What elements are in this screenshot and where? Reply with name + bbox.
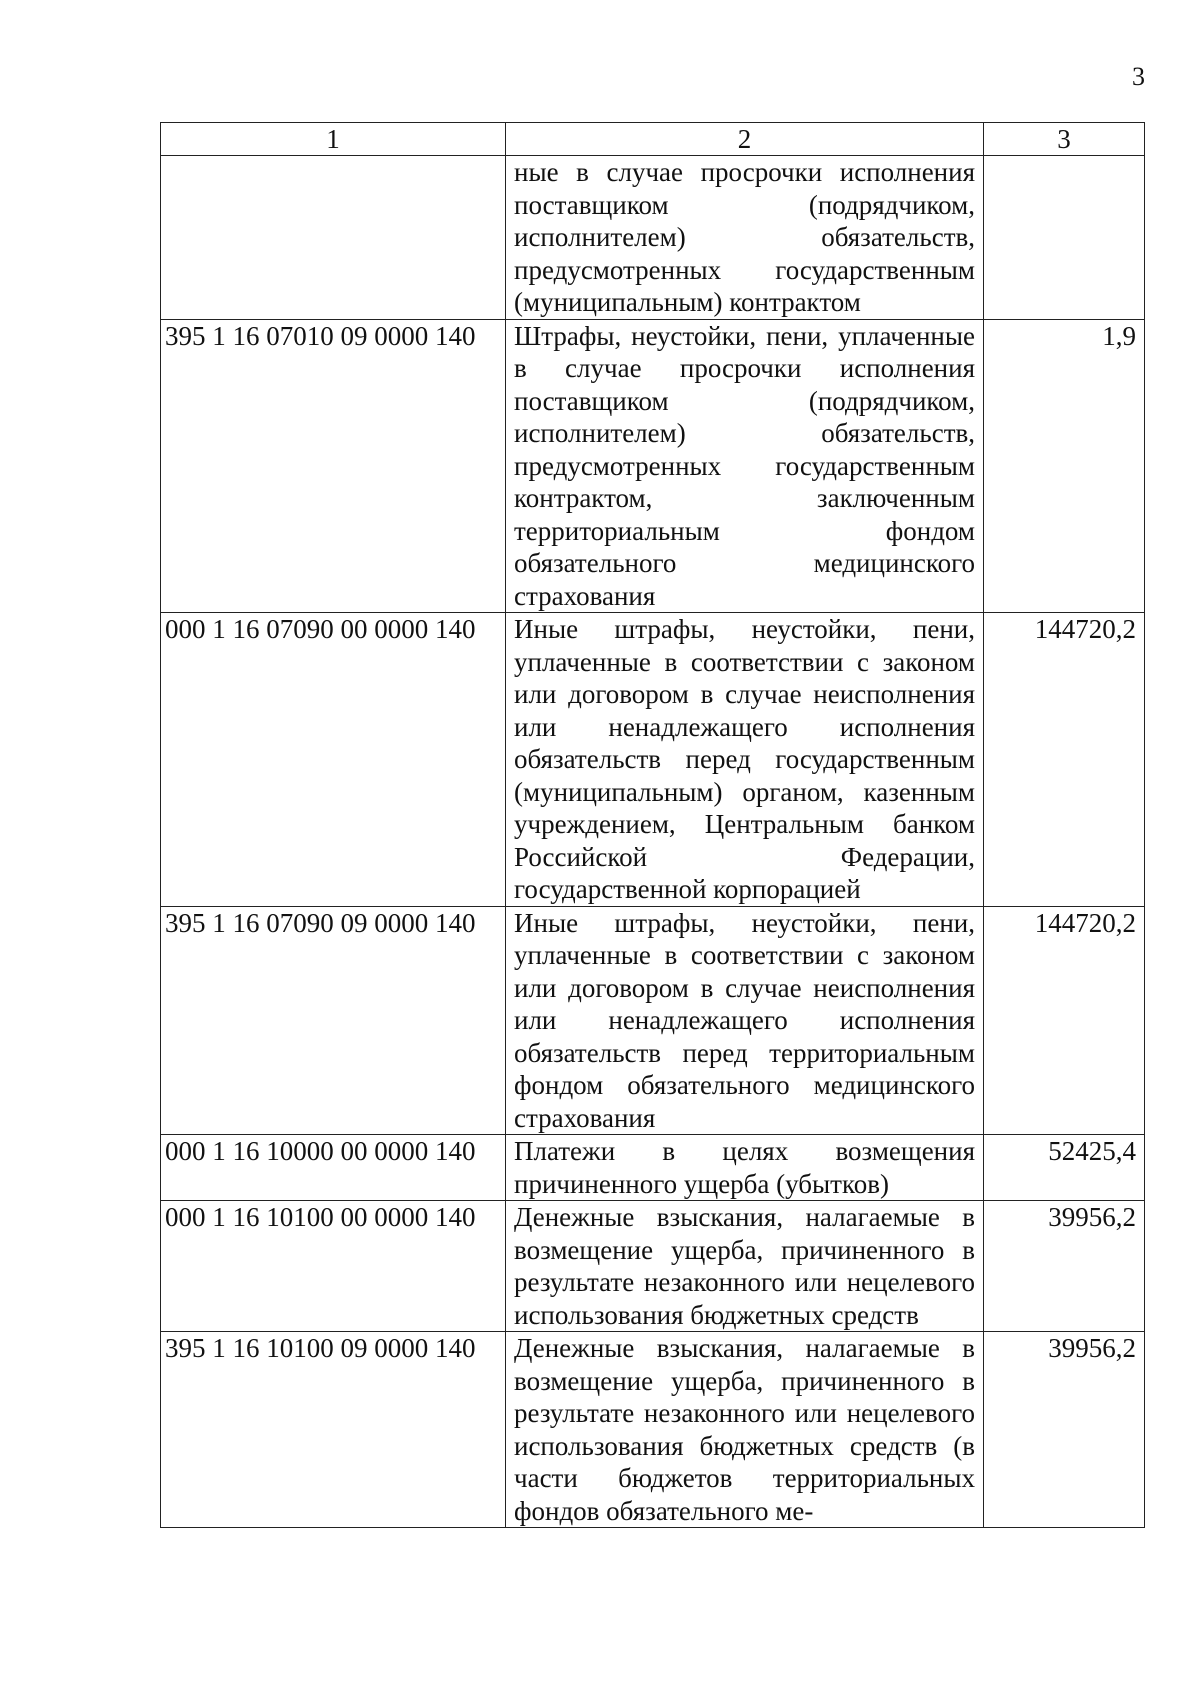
- row-amount: 39956,2: [984, 1332, 1145, 1528]
- row-code: 000 1 16 07090 00 0000 140: [161, 613, 506, 907]
- row-code: 395 1 16 07090 09 0000 140: [161, 906, 506, 1135]
- column-header-code: 1: [161, 123, 506, 156]
- row-amount: 144720,2: [984, 613, 1145, 907]
- row-description: Денежные взыскания, налагаемые в возмещение ущерба, причиненного в результате незаконного или нецелевого использования бюджетных средств: [506, 1201, 984, 1332]
- row-code: 000 1 16 10000 00 0000 140: [161, 1135, 506, 1201]
- row-description: Штрафы, неустойки, пени, уплаченные в случае просрочки исполнения поставщиком (подрядчиком, исполнителем) обязательств, предусмотренных государственным контрактом, заключенным территориальным фондом обязательного медицинского страхования: [506, 319, 984, 613]
- row-description: Платежи в целях возмещения причиненного ущерба (убытков): [506, 1135, 984, 1201]
- column-header-description: 2: [506, 123, 984, 156]
- row-amount: 52425,4: [984, 1135, 1145, 1201]
- row-code: 395 1 16 10100 09 0000 140: [161, 1332, 506, 1528]
- table-row: [161, 1135, 1145, 1201]
- row-amount: 144720,2: [984, 906, 1145, 1135]
- row-description: Иные штрафы, неустойки, пени, уплаченные в соответствии с законом или договором в случае неисполнения или ненадлежащего исполнения обязательств перед государственным (муниципальным) органом, казенным учреждением, Центральным банком Российской Федерации, государственной корпорацией: [506, 613, 984, 907]
- table-row: [161, 156, 1145, 320]
- revenue-table: [160, 122, 1145, 1528]
- row-amount: 1,9: [984, 319, 1145, 613]
- table-header-row: [161, 123, 1145, 156]
- row-code: 395 1 16 07010 09 0000 140: [161, 319, 506, 613]
- row-code: 000 1 16 10100 00 0000 140: [161, 1201, 506, 1332]
- table-row: [161, 319, 1145, 613]
- column-header-amount: 3: [984, 123, 1145, 156]
- row-amount: [984, 156, 1145, 320]
- page-number: 3: [1132, 62, 1145, 91]
- table-row: [161, 1332, 1145, 1528]
- row-amount: 39956,2: [984, 1201, 1145, 1332]
- row-description: ные в случае просрочки исполнения поставщиком (подрядчиком, исполнителем) обязательств, предусмотренных государственным (муниципальным) контрактом: [506, 156, 984, 320]
- row-description: Денежные взыскания, налагаемые в возмещение ущерба, причиненного в результате незаконного или нецелевого использования бюджетных средств (в части бюджетов территориальных фондов обязательного ме-: [506, 1332, 984, 1528]
- table-row: [161, 613, 1145, 907]
- table-row: [161, 906, 1145, 1135]
- table-row: [161, 1201, 1145, 1332]
- row-code: [161, 156, 506, 320]
- row-description: Иные штрафы, неустойки, пени, уплаченные в соответствии с законом или договором в случае неисполнения или ненадлежащего исполнения обязательств перед территориальным фондом обязательного медицинского страхования: [506, 906, 984, 1135]
